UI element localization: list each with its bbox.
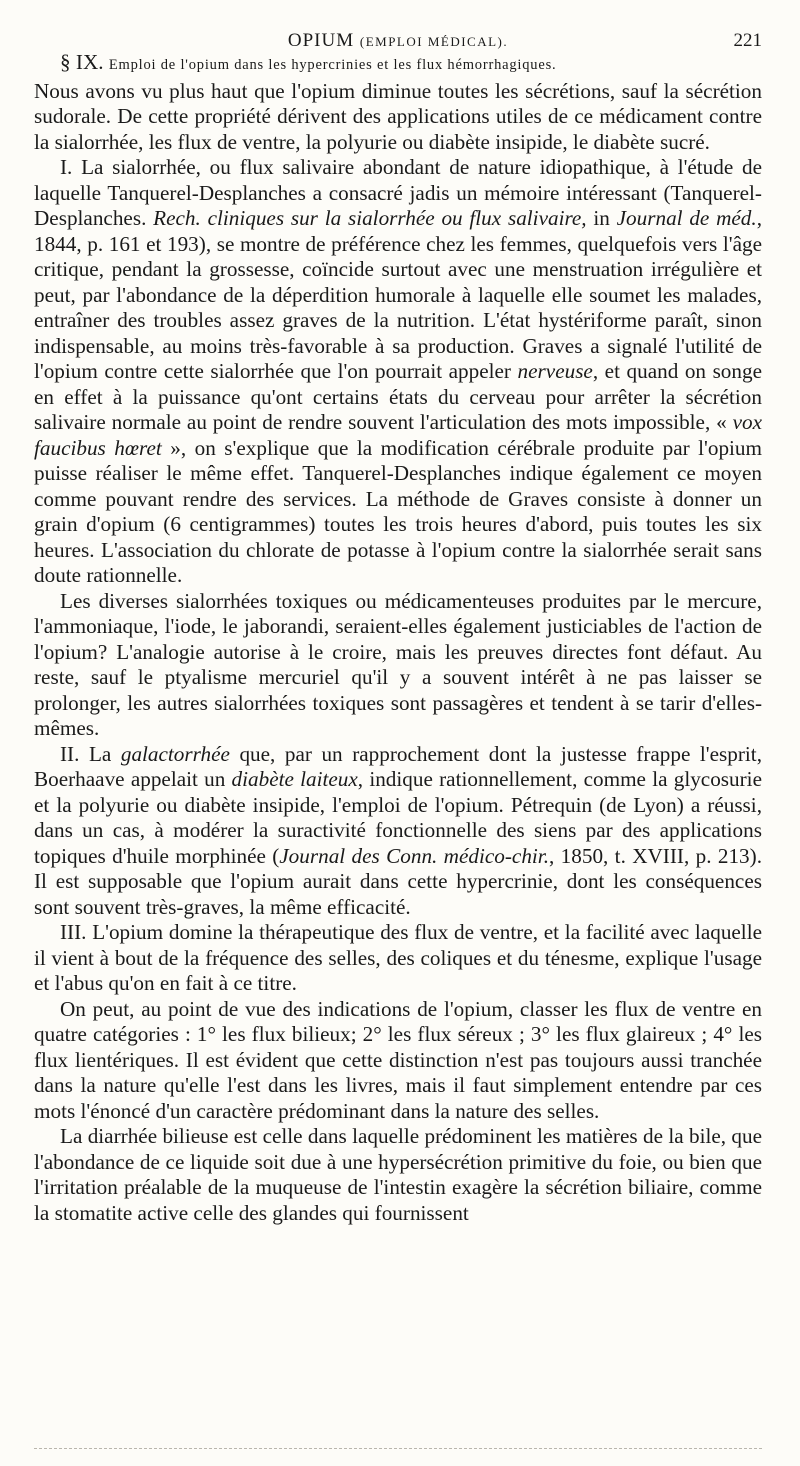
text-run: , et quand on songe en effet à la puissance qu'ont certains états du cerveau pour arrêter la sécrétion salivaire normale au point de rendre souvent l'articulation des mots impossible, « — [34, 359, 762, 434]
emphasis-term: diabète laiteux — [231, 767, 358, 791]
paragraph-diarrhee-bilieuse: La diarrhée bilieuse est celle dans laquelle prédominent les matières de la bile, que l'abondance de ce liquide soit due à une hypersécrétion primitive du foie, ou bien que l'irritation préalable de la muqueuse de l'intestin exagère la sécrétion biliaire, comme la stomatite active celle des glandes qui fournissent — [34, 1124, 762, 1225]
emphasis-term: nerveuse — [517, 359, 593, 383]
text-run: , 1844, p. 161 et 193), se montre de préférence chez les femmes, quelquefois vers l'âge critique, pendant la grossesse, coïncide surtout avec une menstruation irrégulière et peut, par l'abondance de la déperdition humorale à laquelle elle soumet les malades, entraîner des troubles assez graves de la nutrition. L'état hystériforme paraît, sinon indispensable, au moins très-favorable à sa production. Graves a signalé l'utilité de l'opium contre cette sialorrhée que l'on pourrait appeler — [34, 206, 762, 383]
running-title-sub: (EMPLOI MÉDICAL). — [359, 34, 509, 49]
text-run: que, par un rapprochement dont la justesse frappe l'esprit, Boerhaave appelait un — [34, 741, 762, 791]
paragraph-sialorrhees-toxiques: Les diverses sialorrhées toxiques ou médicamenteuses produites par le mercure, l'ammoniaque, l'iode, le jaborandi, seraient-elles également justiciables de l'action de l'opium? L'analogie autorise à le croire, mais les preuves directes font défaut. Au reste, sauf le ptyalisme mercuriel qu'il y a souvent intérêt à ne pas laisser se prolonger, les autres sialorrhées toxiques sont passagères et tendent à se tarir d'elles-mêmes. — [34, 588, 762, 740]
section-title: Emploi de l'opium dans les hypercrinies et les flux hémorrhagiques. — [108, 57, 557, 73]
text-run: », on s'explique que la modification cérébrale produite par l'opium puisse réaliser le même effet. Tanquerel-Desplanches indique également ce moyen comme pouvant rendre des services. La méthode de Graves consiste à donner un grain d'opium (6 centigrammes) toutes les trois heures d'abord, puis toutes les six heures. L'association du chlorate de potasse à l'opium contre la sialorrhée serait sans doute rationnelle. — [34, 435, 762, 587]
page-number: 221 — [733, 30, 762, 51]
text-run: II. La — [60, 741, 121, 766]
paragraph-galactorrhee — [34, 742, 762, 921]
running-header — [34, 0, 762, 50]
section-number: § IX. — [60, 50, 104, 74]
emphasis-term: galactorrhée — [120, 741, 230, 766]
section-heading — [34, 50, 762, 79]
text-run: , indique rationnellement, comme la glycosurie et la polyurie ou diabète insipide, l'emploi de l'opium. Pétrequin (de Lyon) a réussi, dans un cas, à modérer la suractivité fonctionnelle des siens par des applications topiques d'huile morphinée ( — [34, 767, 762, 868]
citation-title: Rech. cliniques sur la sialorrhée ou flux salivaire, — [153, 206, 587, 230]
running-title — [34, 30, 762, 52]
footer-divider — [34, 1448, 762, 1449]
text-run: in — [586, 206, 617, 230]
journal-title: Journal de méd. — [616, 206, 757, 230]
paragraph-flux-de-ventre: III. L'opium domine la thérapeutique des flux de ventre, et la facilité avec laquelle il vient à bout de la fréquence des selles, des coliques et du ténesme, explique l'usage et l'abus qu'on en fait à ce titre. — [34, 920, 762, 995]
paragraph-intro: Nous avons vu plus haut que l'opium diminue toutes les sécrétions, sauf la sécrétion sudorale. De cette propriété dérivent des applications utiles de ce médicament contre la sialorrhée, les flux de ventre, la polyurie ou diabète insipide, le diabète sucré. — [34, 78, 762, 154]
running-title-main: OPIUM — [287, 30, 355, 51]
paragraph-sialorrhee — [34, 155, 762, 589]
text-run: , 1850, t. XVIII, p. 213). Il est supposable que l'opium aurait dans cette hypercrinie, dont les conséquences sont souvent très-graves, la même efficacité. — [34, 843, 762, 919]
body-text — [34, 50, 762, 1226]
paragraph-categories: On peut, au point de vue des indications de l'opium, classer les flux de ventre en quatre catégories : 1° les flux bilieux; 2° les flux séreux ; 3° les flux glaireux ; 4° les flux lientériques. Il est évident que cette distinction n'est pas toujours aussi tranchée dans la nature qu'elle l'est dans les livres, mais il faut simplement entendre par ces mots l'énoncé d'un caractère prédominant dans la nature des selles. — [34, 996, 762, 1123]
text-run: I. La sialorrhée, ou flux salivaire abondant de nature idiopathique, à l'étude de laquelle Tanquerel-Desplanches a consacré jadis un mémoire intéressant (Tanquerel-Desplanches. — [34, 155, 762, 230]
latin-quote: vox faucibus hœret — [34, 410, 762, 460]
journal-title: Journal des Conn. médico-chir. — [279, 843, 550, 868]
